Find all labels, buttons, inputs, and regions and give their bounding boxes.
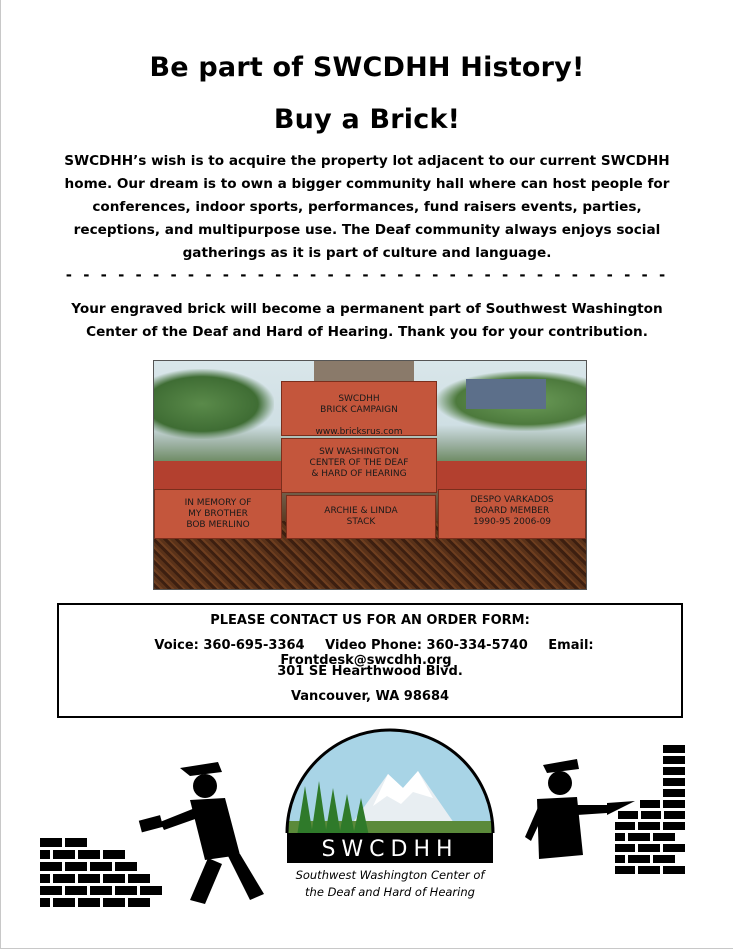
bricklayer-left-icon (40, 760, 270, 910)
brick-despo-varkados: DESPO VARKADOS BOARD MEMBER 1990-95 2006-09 (438, 489, 586, 539)
tree-foliage-left (154, 369, 274, 439)
swcdhh-logo (283, 726, 497, 911)
contribution-paragraph: Your engraved brick will become a permanent part of Southwest Washington Center of the Deaf and Hard of Hearing. Thank you for your contribution. (71, 301, 663, 340)
intro-paragraph: SWCDHH’s wish is to acquire the property lot adjacent to our current SWCDHH home. Our dream is to own a bigger community hall where can host people for conferences, indoor sports, performances, fund raisers events, parties, receptions, and multipurpose use. The Deaf community always enjoys social gatherings as it is part of culture and language. (64, 153, 670, 261)
logo-name-line-2: the Deaf and Hard of Hearing (305, 885, 475, 899)
video-phone-number: Video Phone: 360-334-5740 (325, 638, 528, 653)
address-line-1: 301 SE Hearthwood Blvd. (277, 664, 463, 679)
background-building (466, 379, 546, 409)
brick-sw-washington: SW WASHINGTON CENTER OF THE DEAF & HARD OF HEARING (281, 438, 437, 493)
voice-number: Voice: 360-695-3364 (154, 638, 305, 653)
contact-box (57, 603, 683, 718)
page-title: Be part of SWCDHH History! (149, 52, 585, 83)
address-line-2: Vancouver, WA 98684 (290, 689, 450, 704)
contact-heading: PLEASE CONTACT US FOR AN ORDER FORM: (210, 613, 530, 628)
brick-archie-linda: ARCHIE & LINDA STACK (286, 495, 436, 539)
dashed-divider: - - - - - - - - - - - - - - - - - - - - - - - - - - - - - - - - - - - (65, 266, 669, 284)
page-subtitle: Buy a Brick! (273, 104, 461, 135)
bricklayer-right-icon (515, 745, 690, 905)
brick-campaign: SWCDHH BRICK CAMPAIGN www.bricksrus.com (281, 381, 437, 436)
tree-trunk (314, 361, 414, 383)
logo-name-line-1: Southwest Washington Center of (295, 868, 485, 882)
brick-in-memory: IN MEMORY OF MY BROTHER BOB MERLINO (154, 489, 282, 539)
email-address[interactable]: Email: Frontdesk@swcdhh.org (280, 638, 594, 668)
brick-photo (153, 360, 587, 590)
logo-acronym: SWCDHH (321, 837, 459, 862)
